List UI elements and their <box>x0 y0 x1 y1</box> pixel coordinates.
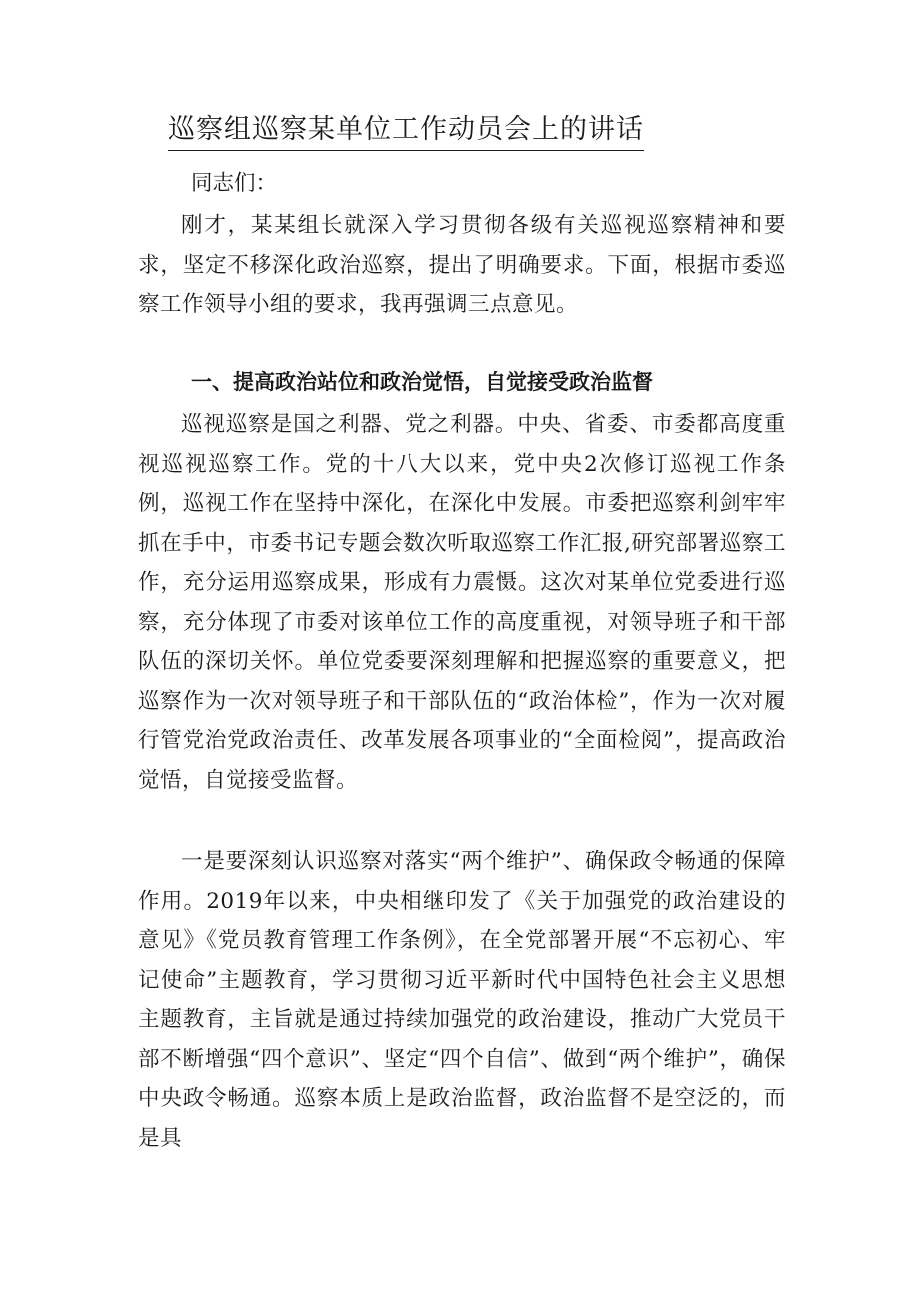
intro-paragraph: 刚才，某某组长就深入学习贯彻各级有关巡视巡察精神和要求，坚定不移深化政治巡察，提出了明确要求。下面，根据市委巡察工作领导小组的要求，我再强调三点意见。 <box>138 213 786 317</box>
document-title: 巡察组巡察某单位工作动员会上的讲话 <box>168 112 644 151</box>
section1-paragraph-1: 巡视巡察是国之利器、党之利器。中央、省委、市委都高度重视巡视巡察工作。党的十八大以来，党中央2次修订巡视工作条例，巡视工作在坚持中深化，在深化中发展。市委把巡察利剑牢牢抓在手中，市委书记专题会数次听取巡察工作汇报,研究部署巡察工作，充分运用巡察成果，形成有力震慑。这次对某单位党委进行巡察，充分体现了市委对该单位工作的高度重视，对领导班子和干部队伍的深切关怀。单位党委要深刻理解和把握巡察的重要意义，把巡察作为一次对领导班子和干部队伍的“政治体检”，作为一次对履行管党治党政治责任、改革发展各项事业的“全面检阅”，提高政治觉悟，自觉接受监督。 <box>138 412 786 793</box>
section-heading-1: 一、提高政治站位和政治觉悟，自觉接受政治监督 <box>191 370 653 394</box>
section1-paragraph-2: 一是要深刻认识巡察对落实“两个维护”、确保政令畅通的保障作用。2019年以来，中央相继印发了《关于加强党的政治建设的意见》《党员教育管理工作条例》，在全党部署开展“不忘初心、牢记使命”主题教育，学习贯彻习近平新时代中国特色社会主义思想主题教育，主旨就是通过持续加强党的政治建设，推动广大党员干部不断增强“四个意识”、坚定“四个自信”、做到“两个维护”，确保中央政令畅通。巡察本质上是政治监督，政治监督不是空泛的，而是具 <box>138 849 786 1151</box>
greeting: 同志们： <box>191 171 278 196</box>
